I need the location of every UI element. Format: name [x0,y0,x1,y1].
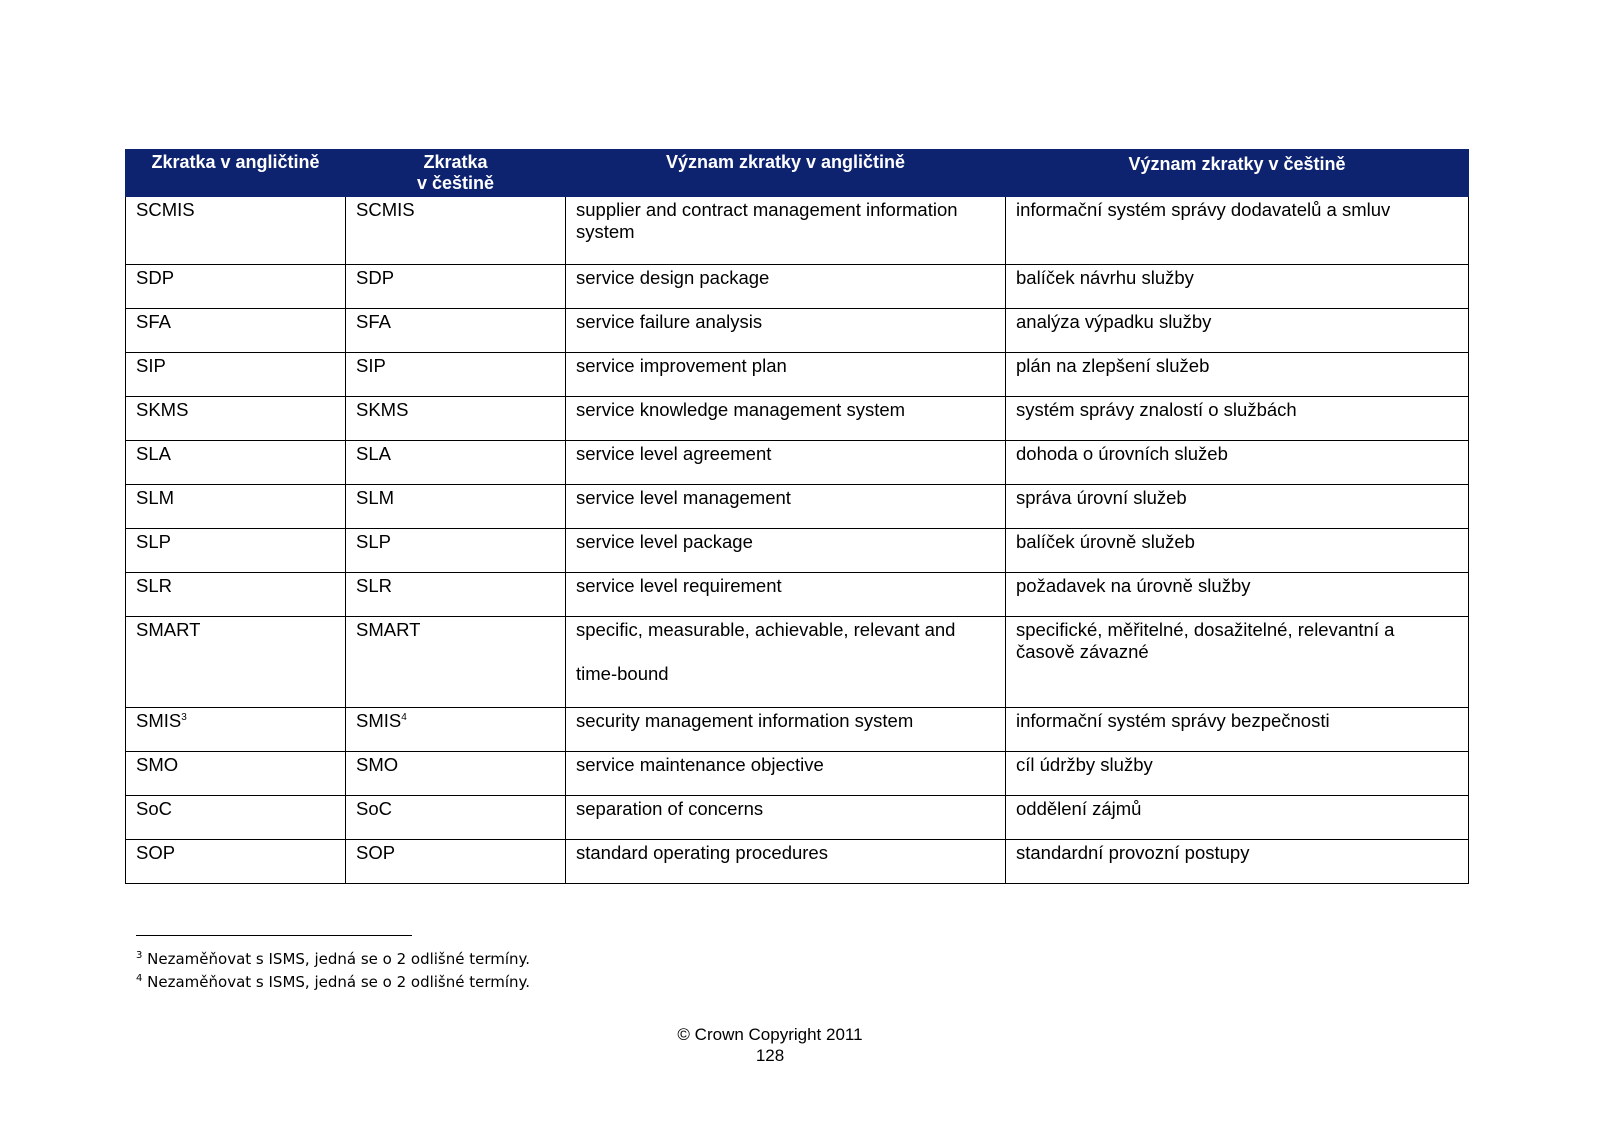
cell-en-meaning [566,708,1006,752]
cell-cs-meaning-text: informační systém správy bezpečnosti [1016,710,1330,731]
footnote-text: Nezaměňovat s ISMS, jedná se o 2 odlišné termíny. [147,950,531,968]
cell-en-meaning-text: service level requirement [576,575,782,596]
cell-en-abbr [126,840,346,884]
cell-en-abbr [126,197,346,265]
header-en-meaning: Význam zkratky v angličtině [566,150,1006,197]
cell-cs-meaning [1006,309,1469,353]
table-body [126,197,1469,884]
table-row [126,265,1469,309]
cell-en-abbr-text: SMIS [136,710,182,731]
table-header-row [126,150,1469,197]
cell-en-meaning [566,796,1006,840]
cell-cs-meaning-text: specifické, měřitelné, dosažitelné, relevantní a časově závazné [1016,619,1395,662]
cell-en-meaning-text: service level management [576,487,791,508]
cell-en-meaning-text: specific, measurable, achievable, relevant and time-bound [576,619,956,684]
cell-cs-abbr [346,752,566,796]
cell-en-abbr [126,573,346,617]
cell-en-abbr-text: SLP [136,531,171,552]
cell-en-meaning [566,441,1006,485]
footnote-text: Nezaměňovat s ISMS, jedná se o 2 odlišné termíny. [147,973,531,991]
cell-en-meaning-text: standard operating procedures [576,842,828,863]
cell-cs-abbr [346,573,566,617]
cell-cs-meaning-text: informační systém správy dodavatelů a smluv [1016,199,1391,220]
cell-en-meaning-text: service maintenance objective [576,754,824,775]
footnote-number: 3 [136,950,143,961]
cell-cs-meaning-text: balíček návrhu služby [1016,267,1194,288]
cell-en-abbr-text: SMART [136,619,201,640]
cell-cs-abbr-text: SIP [356,355,386,376]
header-cs-meaning: Význam zkratky v češtině [1006,150,1469,197]
cell-en-meaning-text: service improvement plan [576,355,787,376]
cell-cs-abbr-text: SOP [356,842,396,863]
cell-cs-abbr [346,309,566,353]
cell-cs-meaning [1006,617,1469,708]
cell-cs-abbr-text: SLP [356,531,391,552]
table-row [126,529,1469,573]
table-row [126,353,1469,397]
footnote-item [136,948,530,971]
footnotes [136,948,530,994]
cell-en-abbr-text: SDP [136,267,175,288]
cell-en-abbr-text: SIP [136,355,166,376]
cell-cs-meaning [1006,485,1469,529]
cell-cs-abbr-text: SCMIS [356,199,415,220]
cell-en-abbr [126,265,346,309]
cell-cs-meaning-text: dohoda o úrovních služeb [1016,443,1228,464]
header-cs-abbr: Zkratka v češtině [346,150,566,197]
table-row [126,397,1469,441]
cell-en-abbr [126,752,346,796]
cell-en-abbr-text: SOP [136,842,176,863]
footnote-ref: 3 [181,711,187,723]
cell-cs-meaning [1006,529,1469,573]
cell-cs-meaning [1006,197,1469,265]
cell-cs-abbr-text: SMO [356,754,399,775]
cell-en-abbr [126,485,346,529]
cell-cs-meaning-text: systém správy znalostí o službách [1016,399,1297,420]
cell-cs-meaning-text: balíček úrovně služeb [1016,531,1195,552]
cell-cs-meaning [1006,708,1469,752]
cell-cs-abbr-text: SKMS [356,399,409,420]
cell-cs-meaning [1006,840,1469,884]
cell-cs-abbr-text: SLA [356,443,391,464]
cell-cs-meaning [1006,353,1469,397]
copyright-text: © Crown Copyright 2011 [677,1025,863,1044]
cell-cs-meaning-text: požadavek na úrovně služby [1016,575,1251,596]
cell-en-abbr [126,441,346,485]
cell-cs-abbr [346,796,566,840]
table-row [126,840,1469,884]
cell-en-meaning [566,529,1006,573]
footnote-divider [136,935,412,936]
cell-cs-abbr [346,197,566,265]
cell-en-meaning [566,309,1006,353]
cell-en-meaning-text: security management information system [576,710,914,731]
cell-en-abbr [126,309,346,353]
cell-en-abbr-text: SLR [136,575,172,596]
cell-cs-abbr [346,617,566,708]
cell-en-abbr-text: SKMS [136,399,189,420]
abbreviation-table [125,149,1469,884]
cell-cs-meaning-text: cíl údržby služby [1016,754,1153,775]
cell-cs-abbr [346,353,566,397]
cell-en-abbr-text: SFA [136,311,171,332]
page-number: 128 [755,1046,785,1065]
cell-cs-abbr-text: SoC [356,798,392,819]
cell-en-abbr [126,617,346,708]
cell-cs-meaning-text: správa úrovní služeb [1016,487,1187,508]
cell-cs-abbr-text: SLM [356,487,395,508]
cell-en-abbr [126,708,346,752]
table-row [126,796,1469,840]
cell-cs-abbr [346,485,566,529]
abbreviation-table-container [125,149,1468,884]
table-row [126,197,1469,265]
cell-cs-abbr [346,265,566,309]
cell-cs-meaning-text: standardní provozní postupy [1016,842,1250,863]
cell-cs-meaning [1006,397,1469,441]
footnote-item [136,971,530,994]
cell-cs-meaning-text: oddělení zájmů [1016,798,1142,819]
cell-en-meaning [566,197,1006,265]
table-row [126,752,1469,796]
cell-en-abbr-text: SoC [136,798,172,819]
cell-cs-abbr [346,529,566,573]
cell-cs-abbr-text: SMART [356,619,421,640]
cell-cs-meaning [1006,796,1469,840]
cell-cs-meaning-text: plán na zlepšení služeb [1016,355,1210,376]
cell-en-abbr [126,353,346,397]
footnote-ref: 4 [401,711,407,723]
cell-cs-meaning [1006,441,1469,485]
cell-en-meaning [566,752,1006,796]
cell-cs-meaning-text: analýza výpadku služby [1016,311,1212,332]
cell-cs-abbr [346,840,566,884]
cell-en-meaning-text: service level agreement [576,443,772,464]
cell-en-meaning-text: service knowledge management system [576,399,906,420]
cell-en-meaning-text: service failure analysis [576,311,763,332]
cell-cs-abbr-text: SFA [356,311,391,332]
table-row [126,708,1469,752]
cell-cs-abbr-text: SMIS [356,710,402,731]
cell-en-meaning [566,573,1006,617]
cell-cs-meaning [1006,573,1469,617]
cell-en-meaning [566,485,1006,529]
cell-en-abbr [126,796,346,840]
footnote-number: 4 [136,973,143,984]
cell-en-abbr-text: SMO [136,754,179,775]
cell-en-meaning [566,617,1006,708]
table-row [126,441,1469,485]
cell-en-meaning [566,265,1006,309]
cell-en-meaning [566,840,1006,884]
table-row [126,485,1469,529]
cell-en-meaning-text: supplier and contract management information system [576,199,958,242]
cell-en-meaning-text: service design package [576,267,770,288]
table-row [126,573,1469,617]
header-en-abbr: Zkratka v angličtině [126,150,346,197]
cell-en-abbr-text: SLA [136,443,171,464]
cell-en-abbr [126,529,346,573]
cell-en-meaning-text: service level package [576,531,753,552]
table-row [126,617,1469,708]
cell-cs-meaning [1006,752,1469,796]
cell-cs-meaning [1006,265,1469,309]
cell-en-meaning-text: separation of concerns [576,798,764,819]
cell-cs-abbr [346,441,566,485]
cell-cs-abbr-text: SDP [356,267,395,288]
cell-cs-abbr [346,708,566,752]
cell-cs-abbr-text: SLR [356,575,392,596]
page-footer [0,1024,1540,1066]
cell-en-abbr-text: SCMIS [136,199,195,220]
cell-en-abbr [126,397,346,441]
cell-cs-abbr [346,397,566,441]
cell-en-abbr-text: SLM [136,487,175,508]
cell-en-meaning [566,397,1006,441]
table-row [126,309,1469,353]
cell-en-meaning [566,353,1006,397]
